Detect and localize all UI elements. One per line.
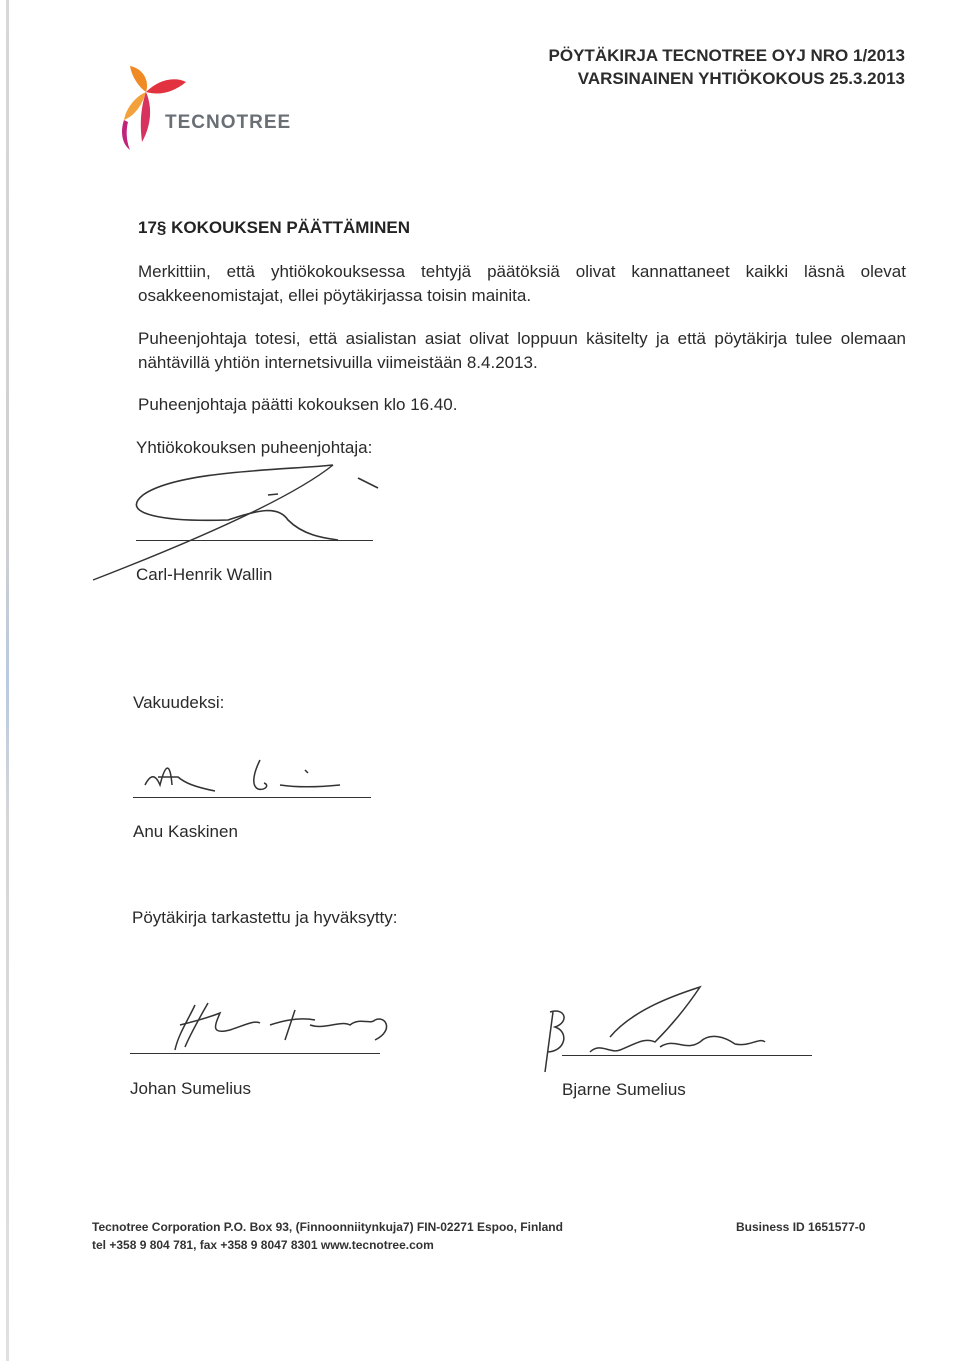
approver2-signature-line — [562, 1055, 812, 1056]
chair-label: Yhtiökokouksen puheenjohtaja: — [136, 438, 373, 457]
witness-signature-icon — [140, 755, 350, 800]
paragraph-3: Puheenjohtaja päätti kokouksen klo 16.40. — [138, 395, 458, 414]
witness-label: Vakuudeksi: — [133, 693, 225, 712]
logo-text: TECNOTREE — [165, 112, 292, 133]
tecnotree-logo-icon — [112, 58, 312, 158]
document-header — [549, 44, 905, 90]
header-title-line2: VARSINAINEN YHTIÖKOKOUS 25.3.2013 — [577, 69, 905, 88]
witness-name: Anu Kaskinen — [133, 822, 238, 841]
footer-address-line: Tecnotree Corporation P.O. Box 93, (Finnoonniitynkuja7) FIN-02271 Espoo, Finland — [92, 1220, 563, 1234]
approver2-signature-icon — [535, 982, 775, 1077]
section-title: 17§ KOKOUKSEN PÄÄTTÄMINEN — [138, 218, 411, 237]
approver1-signature-line — [130, 1053, 380, 1054]
paragraph-2: Puheenjohtaja totesi, että asialistan asiat olivat loppuun käsitelty ja että pöytäkirja tulee olemaan nähtävillä yhtiön internetsivuilla viimeistään 8.4.2013. — [138, 329, 906, 372]
paragraph-1: Merkittiin, että yhtiökokouksessa tehtyjä päätöksiä olivat kannattaneet kaikki läsnä olevat osakkeenomistajat, ellei pöytäkirjassa toisin mainita. — [138, 262, 906, 305]
approver2-name: Bjarne Sumelius — [562, 1080, 686, 1099]
chair-name: Carl-Henrik Wallin — [136, 565, 273, 584]
footer-business-id: Business ID 1651577-0 — [736, 1220, 866, 1234]
footer-contact-line: tel +358 9 804 781, fax +358 9 8047 8301 www.tecnotree.com — [92, 1238, 434, 1252]
scan-edge — [6, 0, 9, 1361]
witness-signature-line — [133, 797, 371, 798]
header-title-line1: PÖYTÄKIRJA TECNOTREE OYJ NRO 1/2013 — [548, 46, 905, 65]
footer-address — [92, 1218, 563, 1254]
approver1-signature-icon — [160, 995, 410, 1055]
approval-label: Pöytäkirja tarkastettu ja hyväksytty: — [132, 908, 398, 927]
chair-signature-line — [136, 540, 373, 541]
approver1-name: Johan Sumelius — [130, 1079, 251, 1098]
